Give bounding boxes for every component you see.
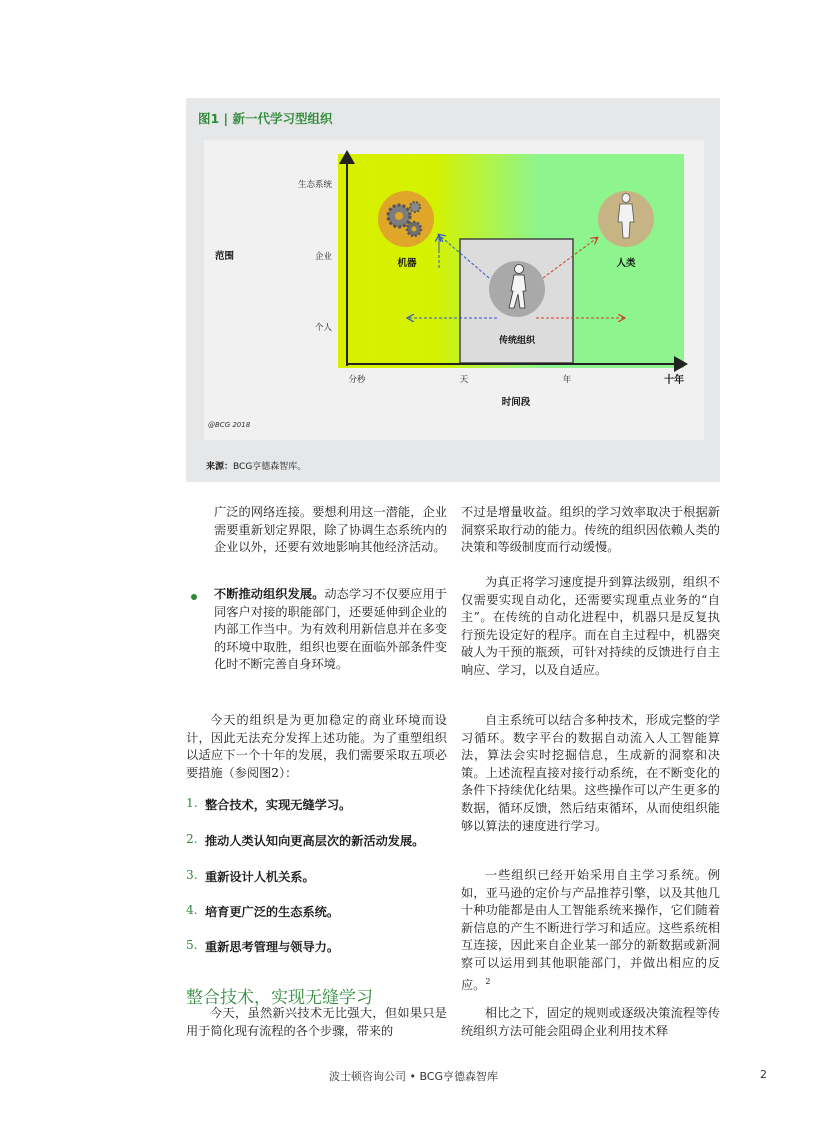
source-label: 来源： <box>206 462 234 472</box>
figure-box <box>186 98 720 482</box>
node-label-traditional: 传统组织 <box>498 336 536 346</box>
figure-diagram <box>186 98 720 482</box>
node-label-machine: 机器 <box>397 258 417 269</box>
y-tick-individual: 个人 <box>314 323 332 333</box>
section-heading: 整合技术，实现无缝学习 <box>186 988 373 1008</box>
figure-title: 图1 | 新一代学习型组织 <box>198 111 333 126</box>
page-number: 2 <box>760 1068 767 1081</box>
figure-source <box>206 459 306 472</box>
x-tick-seconds: 分秒 <box>348 375 366 385</box>
right-paragraph-3: 自主系统可以结合多种技术，形成完整的学习循环。数字平台的数据自动流入人工智能算法，算法会实时挖掘信息，生成新的洞察和决策。上述流程直接对接行动系统，在不断变化的条件下持续优化结果。这些操作可以产生更多的数据，循环反馈，然后结束循环，从而使组织能够以算法的速度进行学习。 <box>461 713 720 833</box>
copyright-mark: @BCG 2018 <box>208 421 251 429</box>
right-paragraph-4-text: 一些组织已经开始采用自主学习系统。例如，亚马逊的定价与产品推荐引擎，以及其他几十种功能都是由人工智能系统来操作，它们随着新信息的产生不断进行学习和适应。这些系统相互连接，因此来自企业某一部分的新数据或新洞察可以运用到其他职能部门，并做出相应的反应。 <box>461 868 720 992</box>
x-tick-decade: 十年 <box>664 375 684 386</box>
right-paragraph-1: 不过是增量收益。组织的学习效率取决于根据新洞察采取行动的能力。传统的组织因依赖人类的决策和等级制度而行动缓慢。 <box>461 505 720 555</box>
list-item-2: 推动人类认知向更高层次的新活动发展。 <box>205 834 425 848</box>
list-item-1: 整合技术，实现无缝学习。 <box>205 798 352 812</box>
list-number-5: 5. <box>186 938 198 952</box>
x-tick-year: 年 <box>562 375 572 385</box>
bullet-bold-lead: 不断推动组织发展。 <box>214 587 325 601</box>
list-number-3: 3. <box>186 868 198 882</box>
bullet-text: 动态学习不仅要应用于同客户对接的职能部门，还要延伸到企业的内部工作当中。为有效利用新信息并在多变的环境中取胜，组织也要在面临外部条件变化时不断完善自身环境。 <box>214 587 447 672</box>
list-number-1: 1. <box>186 796 198 810</box>
node-label-human: 人类 <box>616 258 636 269</box>
list-item-5: 重新思考管理与领导力。 <box>205 940 340 954</box>
y-axis-title: 范围 <box>215 251 235 262</box>
walking-person-icon <box>489 261 545 317</box>
left-continuation-paragraph: 广泛的网络连接。要想利用这一潜能，企业需要重新划定界限，除了协调生态系统内的企业以外，还要有效地影响其他经济活动。 <box>214 505 447 555</box>
y-tick-ecosystem: 生态系统 <box>297 180 332 190</box>
right-paragraph-4 <box>461 867 720 994</box>
section-paragraph: 今天，虽然新兴技术无比强大，但如果只是用于简化现有流程的各个步骤，带来的 <box>186 1006 447 1038</box>
source-text: BCG亨德森智库。 <box>233 462 307 472</box>
footer-text: 波士顿咨询公司 • BCG亨德森智库 <box>328 1070 499 1083</box>
gears-icon <box>378 191 434 247</box>
list-item-3: 重新设计人机关系。 <box>205 870 315 884</box>
list-number-4: 4. <box>186 903 198 917</box>
right-paragraph-2: 为真正将学习速度提升到算法级别，组织不仅需要实现自动化，还需要实现重点业务的“自主”。在传统的自动化进程中，机器只是反复执行预先设定好的程序。而在自主过程中，机器突破人为干预的瓶颈，可针对持续的反馈进行自主响应、学习，以及自适应。 <box>461 575 720 677</box>
x-tick-day: 天 <box>459 375 469 385</box>
intro-paragraph: 今天的组织是为更加稳定的商业环境而设计，因此无法充分发挥上述功能。为了重塑组织以适应下一个十年的发展，我们需要采取五项必要措施（参阅图2）： <box>186 713 447 780</box>
right-paragraph-5: 相比之下，固定的规则或逐级决策流程等传统组织方法可能会阻碍企业利用技术释 <box>461 1006 720 1038</box>
y-tick-enterprise: 企业 <box>314 252 332 262</box>
human-figure-icon <box>598 191 654 247</box>
bullet-dot-icon <box>191 594 197 600</box>
bullet-paragraph <box>214 586 447 674</box>
list-number-2: 2. <box>186 832 198 846</box>
footnote-marker: 2 <box>485 976 491 986</box>
x-axis-title: 时间段 <box>501 397 531 408</box>
list-item-4: 培育更广泛的生态系统。 <box>205 905 340 919</box>
